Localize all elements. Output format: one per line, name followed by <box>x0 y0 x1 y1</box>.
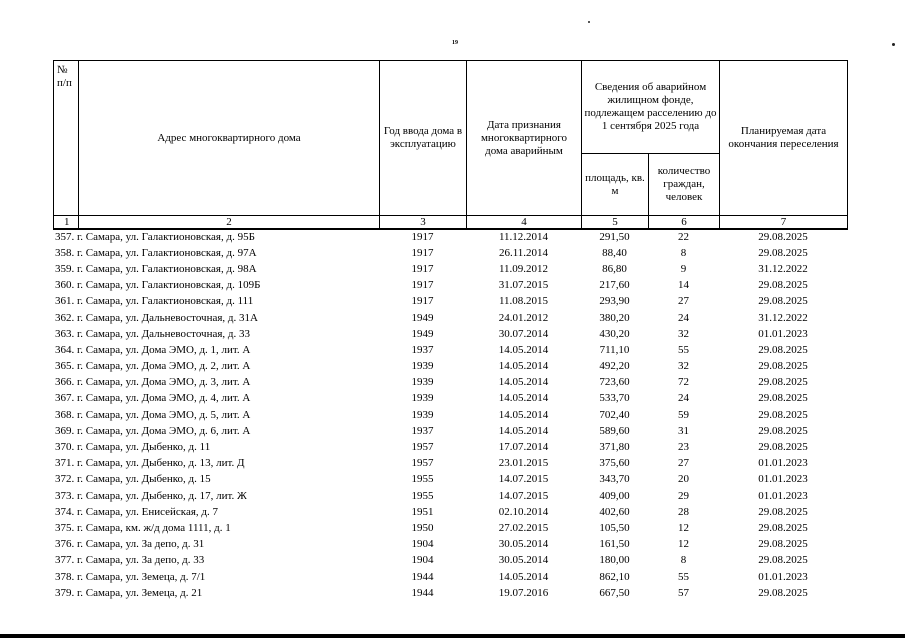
cell-planned-date: 29.08.2025 <box>758 521 808 534</box>
cell-residents: 27 <box>678 295 689 308</box>
cell-year: 1955 <box>411 473 434 486</box>
cell-year: 1917 <box>411 295 434 308</box>
cell-planned-date: 29.08.2025 <box>758 586 808 599</box>
cell-planned-date: 29.08.2025 <box>758 246 808 259</box>
cell-area: 589,60 <box>599 424 630 437</box>
table-header <box>53 60 848 230</box>
cell-planned-date: 31.12.2022 <box>758 311 808 324</box>
cell-year: 1944 <box>411 570 434 583</box>
cell-planned-date: 29.08.2025 <box>758 554 808 567</box>
table-body <box>53 229 847 601</box>
cell-year: 1917 <box>411 230 434 243</box>
cell-residents: 32 <box>678 327 689 340</box>
cell-residents: 59 <box>678 408 689 421</box>
table-row <box>53 553 847 569</box>
column-number: 5 <box>582 216 649 230</box>
cell-date-emergency: 11.09.2012 <box>498 262 549 275</box>
cell-date-emergency: 14.07.2015 <box>498 489 549 502</box>
page-number: 19 <box>452 40 458 46</box>
cell-address: 366. г. Самара, ул. Дома ЭМО, д. 3, лит. А <box>55 376 251 389</box>
cell-planned-date: 01.01.2023 <box>758 457 808 470</box>
table-row <box>53 342 847 358</box>
cell-year: 1939 <box>411 360 434 373</box>
table-row <box>53 488 847 504</box>
cell-area: 711,10 <box>599 343 630 356</box>
header-num: № п/п <box>54 61 79 216</box>
houses-table <box>53 229 847 601</box>
cell-area: 375,60 <box>599 457 630 470</box>
cell-year: 1937 <box>411 343 434 356</box>
cell-date-emergency: 23.01.2015 <box>498 457 549 470</box>
cell-planned-date: 29.08.2025 <box>758 408 808 421</box>
cell-area: 343,70 <box>599 473 630 486</box>
cell-residents: 20 <box>678 473 689 486</box>
table-row <box>53 294 847 310</box>
cell-planned-date: 29.08.2025 <box>758 392 808 405</box>
cell-planned-date: 29.08.2025 <box>758 505 808 518</box>
cell-address: 372. г. Самара, ул. Дыбенко, д. 15 <box>55 473 211 486</box>
table-row <box>53 359 847 375</box>
cell-year: 1917 <box>411 246 434 259</box>
cell-date-emergency: 30.07.2014 <box>498 327 549 340</box>
cell-year: 1904 <box>411 538 434 551</box>
cell-residents: 55 <box>678 343 689 356</box>
cell-address: 359. г. Самара, ул. Галактионовская, д. 98А <box>55 262 257 275</box>
cell-year: 1957 <box>411 441 434 454</box>
cell-address: 371. г. Самара, ул. Дыбенко, д. 13, лит. Д <box>55 457 245 470</box>
header-area: площадь, кв. м <box>582 154 649 216</box>
cell-date-emergency: 17.07.2014 <box>498 441 549 454</box>
cell-year: 1949 <box>411 311 434 324</box>
table-row <box>53 472 847 488</box>
table-row <box>53 375 847 391</box>
cell-residents: 12 <box>678 521 689 534</box>
cell-planned-date: 29.08.2025 <box>758 441 808 454</box>
cell-planned-date: 01.01.2023 <box>758 327 808 340</box>
cell-residents: 28 <box>678 505 689 518</box>
table-row <box>53 391 847 407</box>
cell-date-emergency: 19.07.2016 <box>498 586 549 599</box>
table-row <box>53 229 847 245</box>
cell-planned-date: 29.08.2025 <box>758 424 808 437</box>
cell-year: 1939 <box>411 376 434 389</box>
cell-date-emergency: 02.10.2014 <box>498 505 549 518</box>
table-row <box>53 261 847 277</box>
cell-address: 367. г. Самара, ул. Дома ЭМО, д. 4, лит. А <box>55 392 251 405</box>
cell-area: 533,70 <box>599 392 630 405</box>
cell-year: 1944 <box>411 586 434 599</box>
cell-area: 862,10 <box>599 570 630 583</box>
column-number: 1 <box>54 216 79 230</box>
cell-year: 1917 <box>411 262 434 275</box>
header-planned-date: Планируемая дата окончания переселения <box>720 61 848 216</box>
cell-planned-date: 29.08.2025 <box>758 295 808 308</box>
cell-planned-date: 01.01.2023 <box>758 489 808 502</box>
cell-area: 88,40 <box>602 246 627 259</box>
cell-planned-date: 01.01.2023 <box>758 473 808 486</box>
cell-address: 357. г. Самара, ул. Галактионовская, д. 95Б <box>55 230 255 243</box>
cell-date-emergency: 14.05.2014 <box>498 408 549 421</box>
column-number: 2 <box>79 216 380 230</box>
column-number: 4 <box>467 216 582 230</box>
cell-residents: 14 <box>678 279 689 292</box>
cell-area: 293,90 <box>599 295 630 308</box>
table-row <box>53 245 847 261</box>
cell-residents: 12 <box>678 538 689 551</box>
cell-date-emergency: 26.11.2014 <box>498 246 549 259</box>
table-row <box>53 407 847 423</box>
cell-address: 374. г. Самара, ул. Енисейская, д. 7 <box>55 505 219 518</box>
cell-area: 667,50 <box>599 586 630 599</box>
cell-residents: 27 <box>678 457 689 470</box>
column-number: 3 <box>380 216 467 230</box>
cell-area: 492,20 <box>599 360 630 373</box>
table-row <box>53 423 847 439</box>
cell-residents: 8 <box>680 554 687 567</box>
header-residents: количество граждан, человек <box>649 154 720 216</box>
cell-address: 368. г. Самара, ул. Дома ЭМО, д. 5, лит. А <box>55 408 251 421</box>
cell-year: 1937 <box>411 424 434 437</box>
cell-address: 379. г. Самара, ул. Земеца, д. 21 <box>55 586 203 599</box>
table-row <box>53 310 847 326</box>
cell-area: 371,80 <box>599 441 630 454</box>
cell-address: 377. г. Самара, ул. За депо, д. 33 <box>55 554 205 567</box>
cell-date-emergency: 14.05.2014 <box>498 343 549 356</box>
table-row <box>53 326 847 342</box>
cell-planned-date: 29.08.2025 <box>758 343 808 356</box>
column-number-row <box>54 216 848 230</box>
table-row <box>53 504 847 520</box>
cell-date-emergency: 14.05.2014 <box>498 360 549 373</box>
cell-residents: 24 <box>678 311 689 324</box>
cell-planned-date: 31.12.2022 <box>758 262 808 275</box>
cell-residents: 24 <box>678 392 689 405</box>
header-address: Адрес многоквартирного дома <box>79 61 380 216</box>
cell-year: 1955 <box>411 489 434 502</box>
cell-date-emergency: 14.05.2014 <box>498 376 549 389</box>
cell-area: 105,50 <box>599 521 630 534</box>
table-row <box>53 569 847 585</box>
table-row <box>53 278 847 294</box>
header-year: Год ввода дома в эксплуатацию <box>380 61 467 216</box>
cell-year: 1917 <box>411 279 434 292</box>
cell-area: 723,60 <box>599 376 630 389</box>
cell-residents: 8 <box>680 246 687 259</box>
table-row <box>53 537 847 553</box>
cell-date-emergency: 14.05.2014 <box>498 424 549 437</box>
cell-residents: 22 <box>678 230 689 243</box>
table-row <box>53 439 847 455</box>
cell-address: 358. г. Самара, ул. Галактионовская, д. 97А <box>55 246 257 259</box>
column-number: 6 <box>649 216 720 230</box>
cell-area: 702,40 <box>599 408 630 421</box>
cell-area: 86,80 <box>602 262 627 275</box>
table-row <box>53 456 847 472</box>
cell-residents: 72 <box>678 376 689 389</box>
cell-area: 291,50 <box>599 230 630 243</box>
bottom-rule <box>0 634 905 638</box>
cell-address: 370. г. Самара, ул. Дыбенко, д. 11 <box>55 441 211 454</box>
cell-area: 180,00 <box>599 554 630 567</box>
cell-residents: 57 <box>678 586 689 599</box>
cell-residents: 32 <box>678 360 689 373</box>
scan-speck <box>588 21 590 23</box>
cell-year: 1950 <box>411 521 434 534</box>
cell-year: 1949 <box>411 327 434 340</box>
cell-year: 1939 <box>411 392 434 405</box>
cell-address: 378. г. Самара, ул. Земеца, д. 7/1 <box>55 570 206 583</box>
column-number: 7 <box>720 216 848 230</box>
cell-date-emergency: 14.07.2015 <box>498 473 549 486</box>
cell-area: 409,00 <box>599 489 630 502</box>
cell-residents: 9 <box>680 262 687 275</box>
cell-area: 217,60 <box>599 279 630 292</box>
cell-address: 373. г. Самара, ул. Дыбенко, д. 17, лит. Ж <box>55 489 247 502</box>
cell-date-emergency: 14.05.2014 <box>498 392 549 405</box>
cell-residents: 31 <box>678 424 689 437</box>
cell-address: 360. г. Самара, ул. Галактионовская, д. 109Б <box>55 279 261 292</box>
cell-address: 362. г. Самара, ул. Дальневосточная, д. 31А <box>55 311 258 324</box>
cell-date-emergency: 14.05.2014 <box>498 570 549 583</box>
cell-year: 1904 <box>411 554 434 567</box>
cell-address: 364. г. Самара, ул. Дома ЭМО, д. 1, лит. А <box>55 343 251 356</box>
cell-date-emergency: 11.12.2014 <box>498 230 549 243</box>
cell-planned-date: 29.08.2025 <box>758 538 808 551</box>
cell-date-emergency: 24.01.2012 <box>498 311 549 324</box>
cell-address: 363. г. Самара, ул. Дальневосточная, д. 33 <box>55 327 251 340</box>
cell-residents: 55 <box>678 570 689 583</box>
cell-date-emergency: 31.07.2015 <box>498 279 549 292</box>
cell-year: 1957 <box>411 457 434 470</box>
cell-date-emergency: 30.05.2014 <box>498 554 549 567</box>
cell-area: 161,50 <box>599 538 630 551</box>
cell-residents: 29 <box>678 489 689 502</box>
cell-year: 1939 <box>411 408 434 421</box>
scan-speck <box>892 43 895 46</box>
cell-planned-date: 29.08.2025 <box>758 230 808 243</box>
header-info-group: Сведения об аварийном жилищном фонде, подлежащем расселению до 1 сентября 2025 года <box>582 61 720 154</box>
cell-area: 430,20 <box>599 327 630 340</box>
cell-area: 402,60 <box>599 505 630 518</box>
header-date-emergency: Дата признания многоквартирного дома аварийным <box>467 61 582 216</box>
cell-planned-date: 01.01.2023 <box>758 570 808 583</box>
cell-residents: 23 <box>678 441 689 454</box>
cell-planned-date: 29.08.2025 <box>758 360 808 373</box>
cell-year: 1951 <box>411 505 434 518</box>
table-row <box>53 585 847 601</box>
cell-planned-date: 29.08.2025 <box>758 376 808 389</box>
cell-date-emergency: 27.02.2015 <box>498 521 549 534</box>
cell-date-emergency: 11.08.2015 <box>498 295 549 308</box>
cell-area: 380,20 <box>599 311 630 324</box>
table-row <box>53 520 847 536</box>
cell-address: 375. г. Самара, км. ж/д дома 1111, д. 1 <box>55 521 231 534</box>
cell-planned-date: 29.08.2025 <box>758 279 808 292</box>
cell-address: 369. г. Самара, ул. Дома ЭМО, д. 6, лит. А <box>55 424 251 437</box>
cell-address: 361. г. Самара, ул. Галактионовская, д. 111 <box>55 295 254 308</box>
cell-address: 376. г. Самара, ул. За депо, д. 31 <box>55 538 205 551</box>
cell-date-emergency: 30.05.2014 <box>498 538 549 551</box>
cell-address: 365. г. Самара, ул. Дома ЭМО, д. 2, лит. А <box>55 360 251 373</box>
